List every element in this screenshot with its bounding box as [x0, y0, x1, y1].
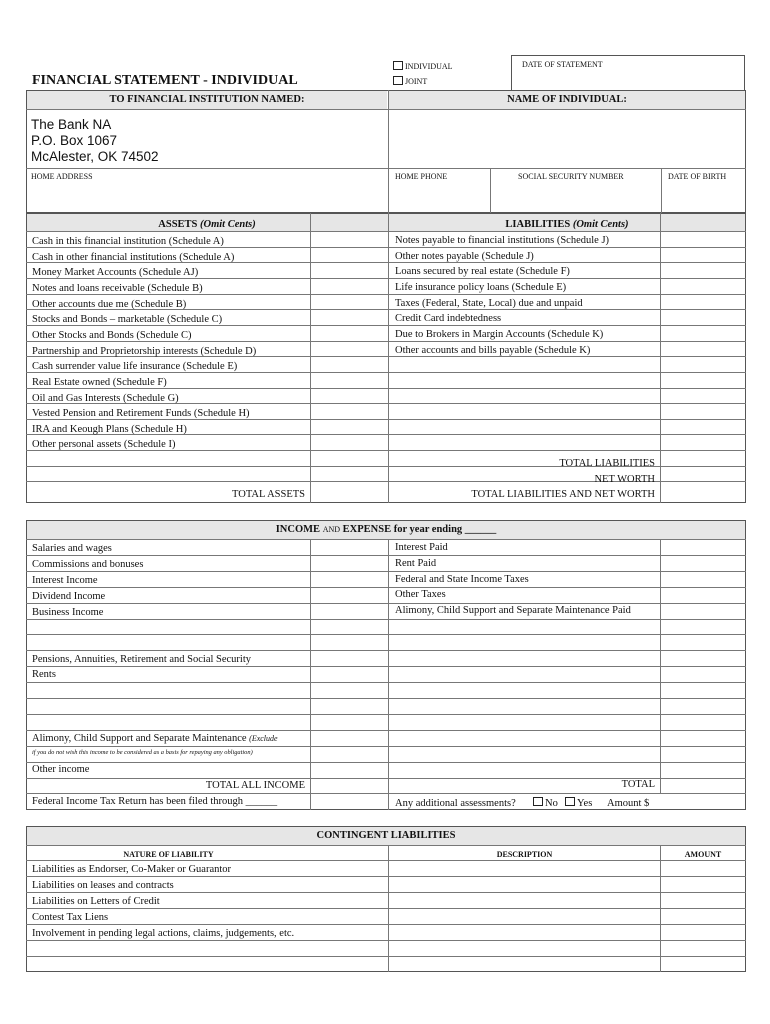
total-assets-label: TOTAL ASSETS	[232, 489, 305, 500]
income-item-2: Commissions and bonuses	[32, 558, 144, 570]
joint-checkbox[interactable]	[393, 76, 403, 85]
liability-item-6: Credit Card indebtedness	[395, 313, 502, 325]
institution-address: P.O. Box 1067	[31, 133, 118, 148]
assets-heading-note: (Omit Cents)	[200, 219, 256, 230]
alimony-note: if you do not wish this income to be considered as a basis for repaying any obligation)	[32, 749, 253, 756]
other-income-label: Other income	[32, 764, 90, 775]
contingent-item-4: Contest Tax Liens	[32, 912, 109, 923]
home-address-label: HOME ADDRESS	[31, 172, 93, 181]
net-worth-label: NET WORTH	[594, 474, 655, 485]
institution-city: McAlester, OK 74502	[31, 149, 159, 164]
liabilities-heading-note: (Omit Cents)	[572, 219, 629, 230]
asset-item-4: Notes and loans receivable (Schedule B)	[32, 282, 203, 294]
income-expense-heading	[27, 524, 745, 536]
nature-column-header: NATURE OF LIABILITY	[123, 850, 214, 859]
ssn-label: SOCIAL SECURITY NUMBER	[518, 172, 624, 181]
liability-item-3: Loans secured by real estate (Schedule F)	[395, 266, 570, 278]
home-phone-label: HOME PHONE	[395, 172, 448, 181]
assessments-yes-label: Yes	[577, 798, 593, 809]
asset-item-9: Cash surrender value life insurance (Schedule E)	[32, 361, 238, 373]
rents-label: Rents	[32, 669, 56, 680]
liabilities-heading	[389, 219, 745, 231]
asset-item-7: Other Stocks and Bonds (Schedule C)	[32, 329, 192, 341]
date-of-statement-label: DATE OF STATEMENT	[522, 60, 603, 69]
liability-item-1: Notes payable to financial institutions (Schedule J)	[395, 235, 610, 246]
income-item-1: Salaries and wages	[32, 543, 112, 554]
income-item-5: Business Income	[32, 606, 104, 618]
alimony-exclude-note: (Exclude	[249, 734, 278, 743]
contingent-heading: CONTINGENT LIABILITIES	[316, 830, 456, 841]
assets-heading-text: ASSETS	[158, 219, 198, 230]
asset-item-3: Money Market Accounts (Schedule AJ)	[32, 267, 199, 279]
liability-item-4: Life insurance policy loans (Schedule E)	[395, 281, 567, 293]
amount-column-header: AMOUNT	[684, 850, 722, 859]
description-column-header: DESCRIPTION	[496, 850, 553, 859]
liabilities-heading-text: LIABILITIES	[505, 219, 571, 230]
assessments-amount-label: Amount $	[607, 798, 650, 809]
alimony-income-label	[32, 733, 278, 745]
asset-item-6: Stocks and Bonds – marketable (Schedule C)	[32, 314, 223, 326]
assessments-no-label: No	[545, 798, 558, 809]
asset-item-8: Partnership and Proprietorship interests (Schedule D)	[32, 345, 257, 357]
expense-item-1: Interest Paid	[395, 542, 448, 553]
institution-heading: TO FINANCIAL INSTITUTION NAMED:	[109, 94, 305, 105]
asset-item-11: Oil and Gas Interests (Schedule G)	[32, 392, 179, 404]
income-heading-a: INCOME	[275, 524, 321, 535]
contingent-item-5: Involvement in pending legal actions, claims, judgements, etc.	[32, 928, 295, 939]
total-expense-label: TOTAL	[621, 779, 655, 790]
institution-name: The Bank NA	[31, 117, 112, 132]
asset-item-13: IRA and Keough Plans (Schedule H)	[32, 423, 187, 435]
individual-checkbox[interactable]	[393, 61, 403, 70]
pensions-label: Pensions, Annuities, Retirement and Social Security	[32, 654, 252, 665]
individual-label: INDIVIDUAL	[405, 62, 453, 71]
alimony-income-text: Alimony, Child Support and Separate Maintenance	[32, 733, 247, 744]
page-title: FINANCIAL STATEMENT - INDIVIDUAL	[32, 73, 298, 88]
dob-label: DATE OF BIRTH	[668, 172, 727, 181]
contingent-item-3: Liabilities on Letters of Credit	[32, 896, 160, 907]
contingent-item-2: Liabilities on leases and contracts	[32, 880, 174, 891]
income-heading-b: EXPENSE for year ending ______	[342, 524, 497, 535]
assets-heading	[27, 219, 387, 231]
assessments-question: Any additional assessments?	[395, 798, 516, 809]
asset-item-14: Other personal assets (Schedule I)	[32, 439, 176, 451]
assessments-yes-checkbox[interactable]	[565, 797, 575, 806]
total-liabilities-label: TOTAL LIABILITIES	[559, 458, 655, 469]
tax-return-label: Federal Income Tax Return has been filed through ______	[32, 796, 278, 807]
joint-label: JOINT	[405, 77, 428, 86]
expense-item-5: Alimony, Child Support and Separate Maintenance Paid	[395, 605, 631, 617]
individual-name-heading: NAME OF INDIVIDUAL:	[507, 94, 627, 105]
contingent-item-1: Liabilities as Endorser, Co-Maker or Guarantor	[32, 864, 232, 875]
asset-item-1: Cash in this financial institution (Schedule A)	[32, 236, 224, 247]
total-all-income-label: TOTAL ALL INCOME	[205, 780, 305, 791]
income-item-4: Dividend Income	[32, 590, 106, 602]
total-liabilities-net-worth-label: TOTAL LIABILITIES AND NET WORTH	[471, 489, 655, 500]
asset-item-10: Real Estate owned (Schedule F)	[32, 376, 167, 388]
liability-item-2: Other notes payable (Schedule J)	[395, 250, 534, 262]
liability-item-7: Due to Brokers in Margin Accounts (Schedule K)	[395, 328, 604, 340]
income-item-3: Interest Income	[32, 574, 98, 586]
asset-item-5: Other accounts due me (Schedule B)	[32, 298, 187, 310]
asset-item-12: Vested Pension and Retirement Funds (Schedule H)	[32, 408, 250, 420]
liability-item-8: Other accounts and bills payable (Schedule K)	[395, 344, 591, 356]
asset-item-2: Cash in other financial institutions (Schedule A)	[32, 251, 235, 263]
expense-item-2: Rent Paid	[395, 557, 437, 569]
income-heading-and: AND	[322, 525, 341, 534]
assessments-no-checkbox[interactable]	[533, 797, 543, 806]
expense-item-3: Federal and State Income Taxes	[395, 573, 529, 585]
expense-item-4: Other Taxes	[395, 589, 446, 601]
liability-item-5: Taxes (Federal, State, Local) due and unpaid	[395, 297, 583, 309]
